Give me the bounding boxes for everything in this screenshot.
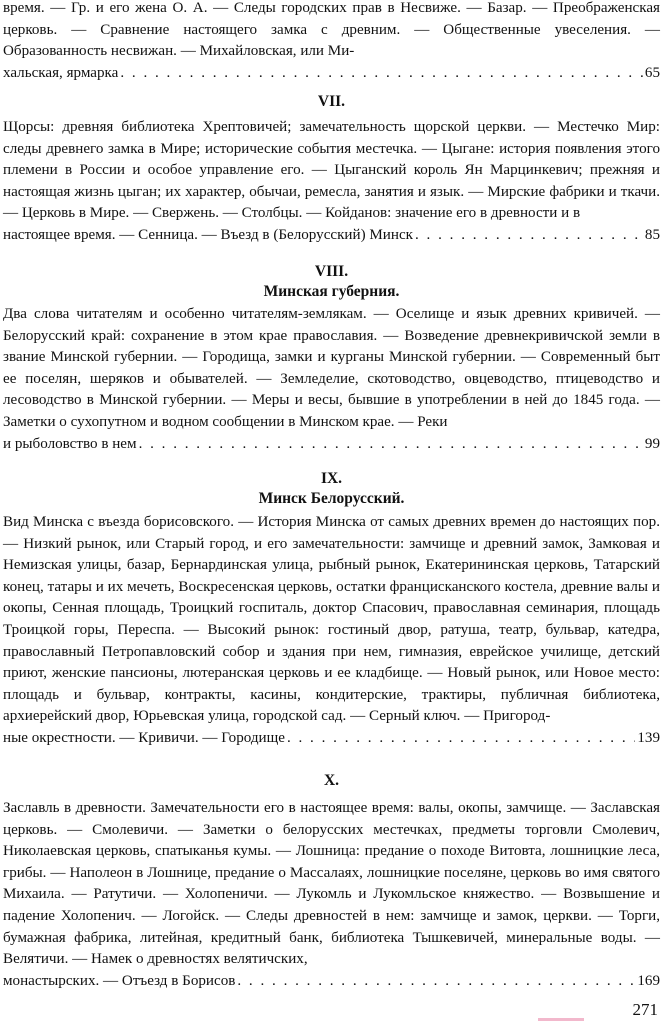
page-folio-number: 271 — [632, 1000, 658, 1019]
entry-text: Заславль в древности. Замечательности его в настоящее время: валы, окопы, замчище. — Заславская церковь. — Смолевичи. — Заметки о белорусских местечках, предметы торговли Смолевич, Николаевская церковь, спатыканья кумы. — Лошница: предание о походе Витовта, лошницкие леса, грибы. — Наполеон в Лошнице, предание о Массалаях, лошницкие поселяне, церковь во имя святого Михаила. — Ратутичи. — Холопеничи. — Лукомль и Лукомльское княжество. — Возвышение и падение Холопенич. — Логойск. — Следы древностей в нем: замчище и замок, церкви. — Торги, бумажная фабрика, литейная, кредитный банк, библиотека Тышкевичей, минеральные воды. — Велятичи. — Намек о древностях велятичских, — [3, 800, 660, 968]
dot-leader — [237, 971, 635, 993]
chapter-title: Минск Белорусский. — [258, 490, 405, 507]
toc-entry-9 — [3, 469, 660, 750]
dot-leader — [415, 225, 643, 247]
chapter-number: VII. — [317, 93, 346, 110]
entry-page-number: 65 — [644, 64, 660, 81]
chapter-title: Минская губерния. — [263, 283, 400, 300]
entry-page-number: 85 — [644, 226, 660, 243]
toc-entry-8 — [3, 262, 660, 455]
entry-last-text: и рыболовство в нем — [3, 435, 137, 452]
dot-leader — [287, 728, 635, 750]
entry-last-text: настоящее время. — Сенница. — Въезд в (Белорусский) Минск — [3, 226, 413, 243]
dot-leader — [139, 434, 643, 456]
chapter-number: VIII. — [314, 263, 349, 280]
entry-last-text: хальская, ярмарка — [3, 64, 119, 81]
chapter-number: X. — [323, 772, 340, 789]
dot-leader — [120, 63, 643, 85]
entry-last-text: ные окрестности. — Кривичи. — Городище — [3, 729, 285, 746]
entry-last-line — [3, 225, 660, 247]
entry-page-number: 139 — [637, 729, 660, 746]
entry-page-number: 169 — [637, 972, 660, 989]
entry-text: Два слова читателям и особенно читателям-землякам. — Оселище и язык древних кривичей. — Белорусский край: сохранение в этом крае православия. — Возведение древнекривичской земли в звание Минской губернии. — Городища, замки и курганы Минской губернии. — Современный быт ее поселян, шеряков и обывателей. — Земледелие, скотоводство, овцеводство, птицеводство и лесоводство в Минской губернии. — Меры и весы, бывшие в употреблении в ней до 1845 года. — Заметки о сухопутном и водном сообщении в Минском крае. — Реки — [3, 306, 660, 430]
toc-entry-10 — [3, 771, 660, 992]
entry-text: Щорсы: древняя библиотека Хрептовичей; замечательность щорской церкви. — Местечко Мир: следы древнего замка в Мире; исторические события местечка. — Цыгане: история появления этого племени в России и особое управление его. — Цыганский король Ян Марцинкевич; прежняя и настоящая жизнь цыган; их характер, обычаи, ремесла, занятия и язык. — Мирские фабрики и ткачи. — Церковь в Мире. — Свержень. — Столбцы. — Койданов: значение его в древности и в — [3, 119, 660, 222]
entry-last-text: монастырских. — Отъезд в Борисов — [3, 972, 236, 989]
entry-page-number: 99 — [644, 435, 660, 452]
entry-last-line — [3, 728, 660, 750]
chapter-number: IX. — [320, 470, 343, 487]
entry-last-line — [3, 971, 660, 993]
toc-entry-7 — [3, 92, 660, 247]
entry-text: время. — Гр. и его жена О. А. — Следы городских прав в Несвиже. — Базар. — Преображенская церковь. — Сравнение настоящего замка с древним. — Общественные увеселения. — Образованность несвижан. — Михайловская, или Ми- — [3, 0, 660, 60]
entry-last-line — [3, 434, 660, 456]
scan-mark — [538, 1018, 584, 1021]
entry-last-line — [3, 63, 660, 85]
toc-entry-6 — [3, 0, 660, 84]
entry-text: Вид Минска с въезда борисовского. — История Минска от самых древних времен до настоящих пор. — Низкий рынок, или Старый город, и его замечательности: замчище и древний замок, Замковая и Немизская улицы, базар, Бернардинская улица, рыбный рынок, Екатерининская церковь, Татарский конец, татары и их мечеть, Воскресенская церковь, остатки францисканского костела, древние валы и окопы, Сенная площадь, Троицкий госпиталь, доктор Спасович, православная семинария, площадь Троицкой горы, Переспа. — Высокий рынок: гостиный двор, ратуша, театр, бульвар, катедра, православный Петропавловский собор и здания при нем, гимназия, еврейское училище, детский приют, женские пансионы, лютеранская церковь и ее кладбище. — Новый рынок, или Новое место: площадь и бульвар, контракты, касины, кондитерские, трактиры, публичная библиотека, архиерейский двор, Юрьевская улица, городской сад. — Серный ключ. — Пригород- — [3, 514, 660, 725]
